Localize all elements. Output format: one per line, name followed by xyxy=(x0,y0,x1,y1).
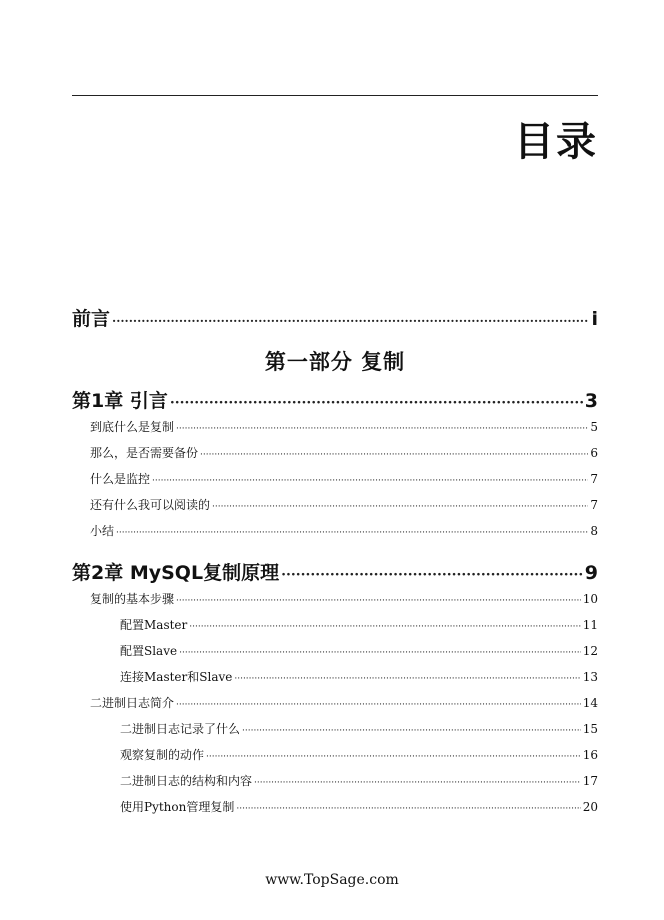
toc-entry-section[interactable] xyxy=(90,590,598,607)
dot-leader xyxy=(176,596,581,606)
toc-entry-page: 20 xyxy=(582,800,598,814)
toc-entry-subsection[interactable] xyxy=(120,668,598,685)
dot-leader xyxy=(179,648,581,658)
toc-entry-section[interactable] xyxy=(90,522,598,539)
toc-entry-section[interactable] xyxy=(90,496,598,513)
dot-leader xyxy=(242,726,581,736)
top-rule xyxy=(72,95,598,96)
dot-leader xyxy=(281,567,583,583)
toc-entry-section[interactable] xyxy=(90,470,598,487)
toc-entry-subsection[interactable] xyxy=(120,772,598,789)
toc-entry-label: 前言 xyxy=(72,308,111,330)
dot-leader xyxy=(176,700,581,710)
toc-entry-preface[interactable] xyxy=(72,304,598,331)
toc-entry-label: 二进制日志的结构和内容 xyxy=(120,774,253,788)
dot-leader xyxy=(116,528,588,538)
dot-leader xyxy=(152,476,588,486)
toc-entry-page: 17 xyxy=(582,774,598,788)
toc-entry-page: 7 xyxy=(590,498,598,512)
dot-leader xyxy=(200,450,588,460)
toc-entry-label: 二进制日志记录了什么 xyxy=(120,722,241,736)
part-title: 第一部分 复制 xyxy=(264,350,406,374)
toc-entry-chapter-2[interactable] xyxy=(72,558,598,585)
toc-entry-section[interactable] xyxy=(90,444,598,461)
toc-entry-label: 连接Master和Slave xyxy=(120,670,233,684)
toc-entry-subsection[interactable] xyxy=(120,616,598,633)
toc-entry-label: 观察复制的动作 xyxy=(120,748,205,762)
toc-entry-page: 10 xyxy=(582,592,598,606)
toc-entry-label: 到底什么是复制 xyxy=(90,420,175,434)
toc-entry-section[interactable] xyxy=(90,418,598,435)
dot-leader xyxy=(254,778,581,788)
toc-entry-page: 8 xyxy=(590,524,598,538)
toc-entry-page: 14 xyxy=(582,696,598,710)
toc-entry-page: i xyxy=(591,308,598,330)
toc-entry-chapter-1[interactable] xyxy=(72,386,598,413)
footer-url: www.TopSage.com xyxy=(265,872,399,888)
toc-entry-subsection[interactable] xyxy=(120,746,598,763)
dot-leader xyxy=(176,424,588,434)
toc-entry-page: 3 xyxy=(584,390,598,412)
toc-entry-page: 7 xyxy=(590,472,598,486)
toc-entry-label: 第2章 MySQL复制原理 xyxy=(72,562,280,584)
toc-entry-page: 9 xyxy=(584,562,598,584)
toc-entry-page: 16 xyxy=(582,748,598,762)
dot-leader xyxy=(170,395,583,411)
toc-entry-label: 配置Master xyxy=(120,618,188,632)
page-title: 目录 xyxy=(514,119,598,165)
toc-entry-page: 12 xyxy=(582,644,598,658)
toc-entry-page: 11 xyxy=(582,618,598,632)
toc-entry-label: 使用Python管理复制 xyxy=(120,800,235,814)
toc-entry-label: 第1章 引言 xyxy=(72,390,168,412)
toc-entry-label: 那么，是否需要备份 xyxy=(90,446,199,460)
toc-entry-page: 6 xyxy=(590,446,598,460)
toc-entry-label: 还有什么我可以阅读的 xyxy=(90,498,211,512)
toc-entry-subsection[interactable] xyxy=(120,720,598,737)
dot-leader xyxy=(234,674,580,684)
toc-entry-label: 什么是监控 xyxy=(90,472,151,486)
dot-leader xyxy=(236,804,580,814)
toc-entry-section[interactable] xyxy=(90,694,598,711)
dot-leader xyxy=(189,622,580,632)
dot-leader xyxy=(212,502,588,512)
toc-entry-subsection[interactable] xyxy=(120,798,598,815)
toc-entry-subsection[interactable] xyxy=(120,642,598,659)
toc-entry-label: 二进制日志简介 xyxy=(90,696,175,710)
toc-entry-page: 5 xyxy=(590,420,598,434)
toc-entry-label: 配置Slave xyxy=(120,644,178,658)
dot-leader xyxy=(112,314,589,328)
dot-leader xyxy=(206,752,581,762)
toc-entry-label: 复制的基本步骤 xyxy=(90,592,175,606)
toc-entry-label: 小结 xyxy=(90,524,115,538)
toc-entry-page: 13 xyxy=(582,670,598,684)
toc-entry-page: 15 xyxy=(582,722,598,736)
